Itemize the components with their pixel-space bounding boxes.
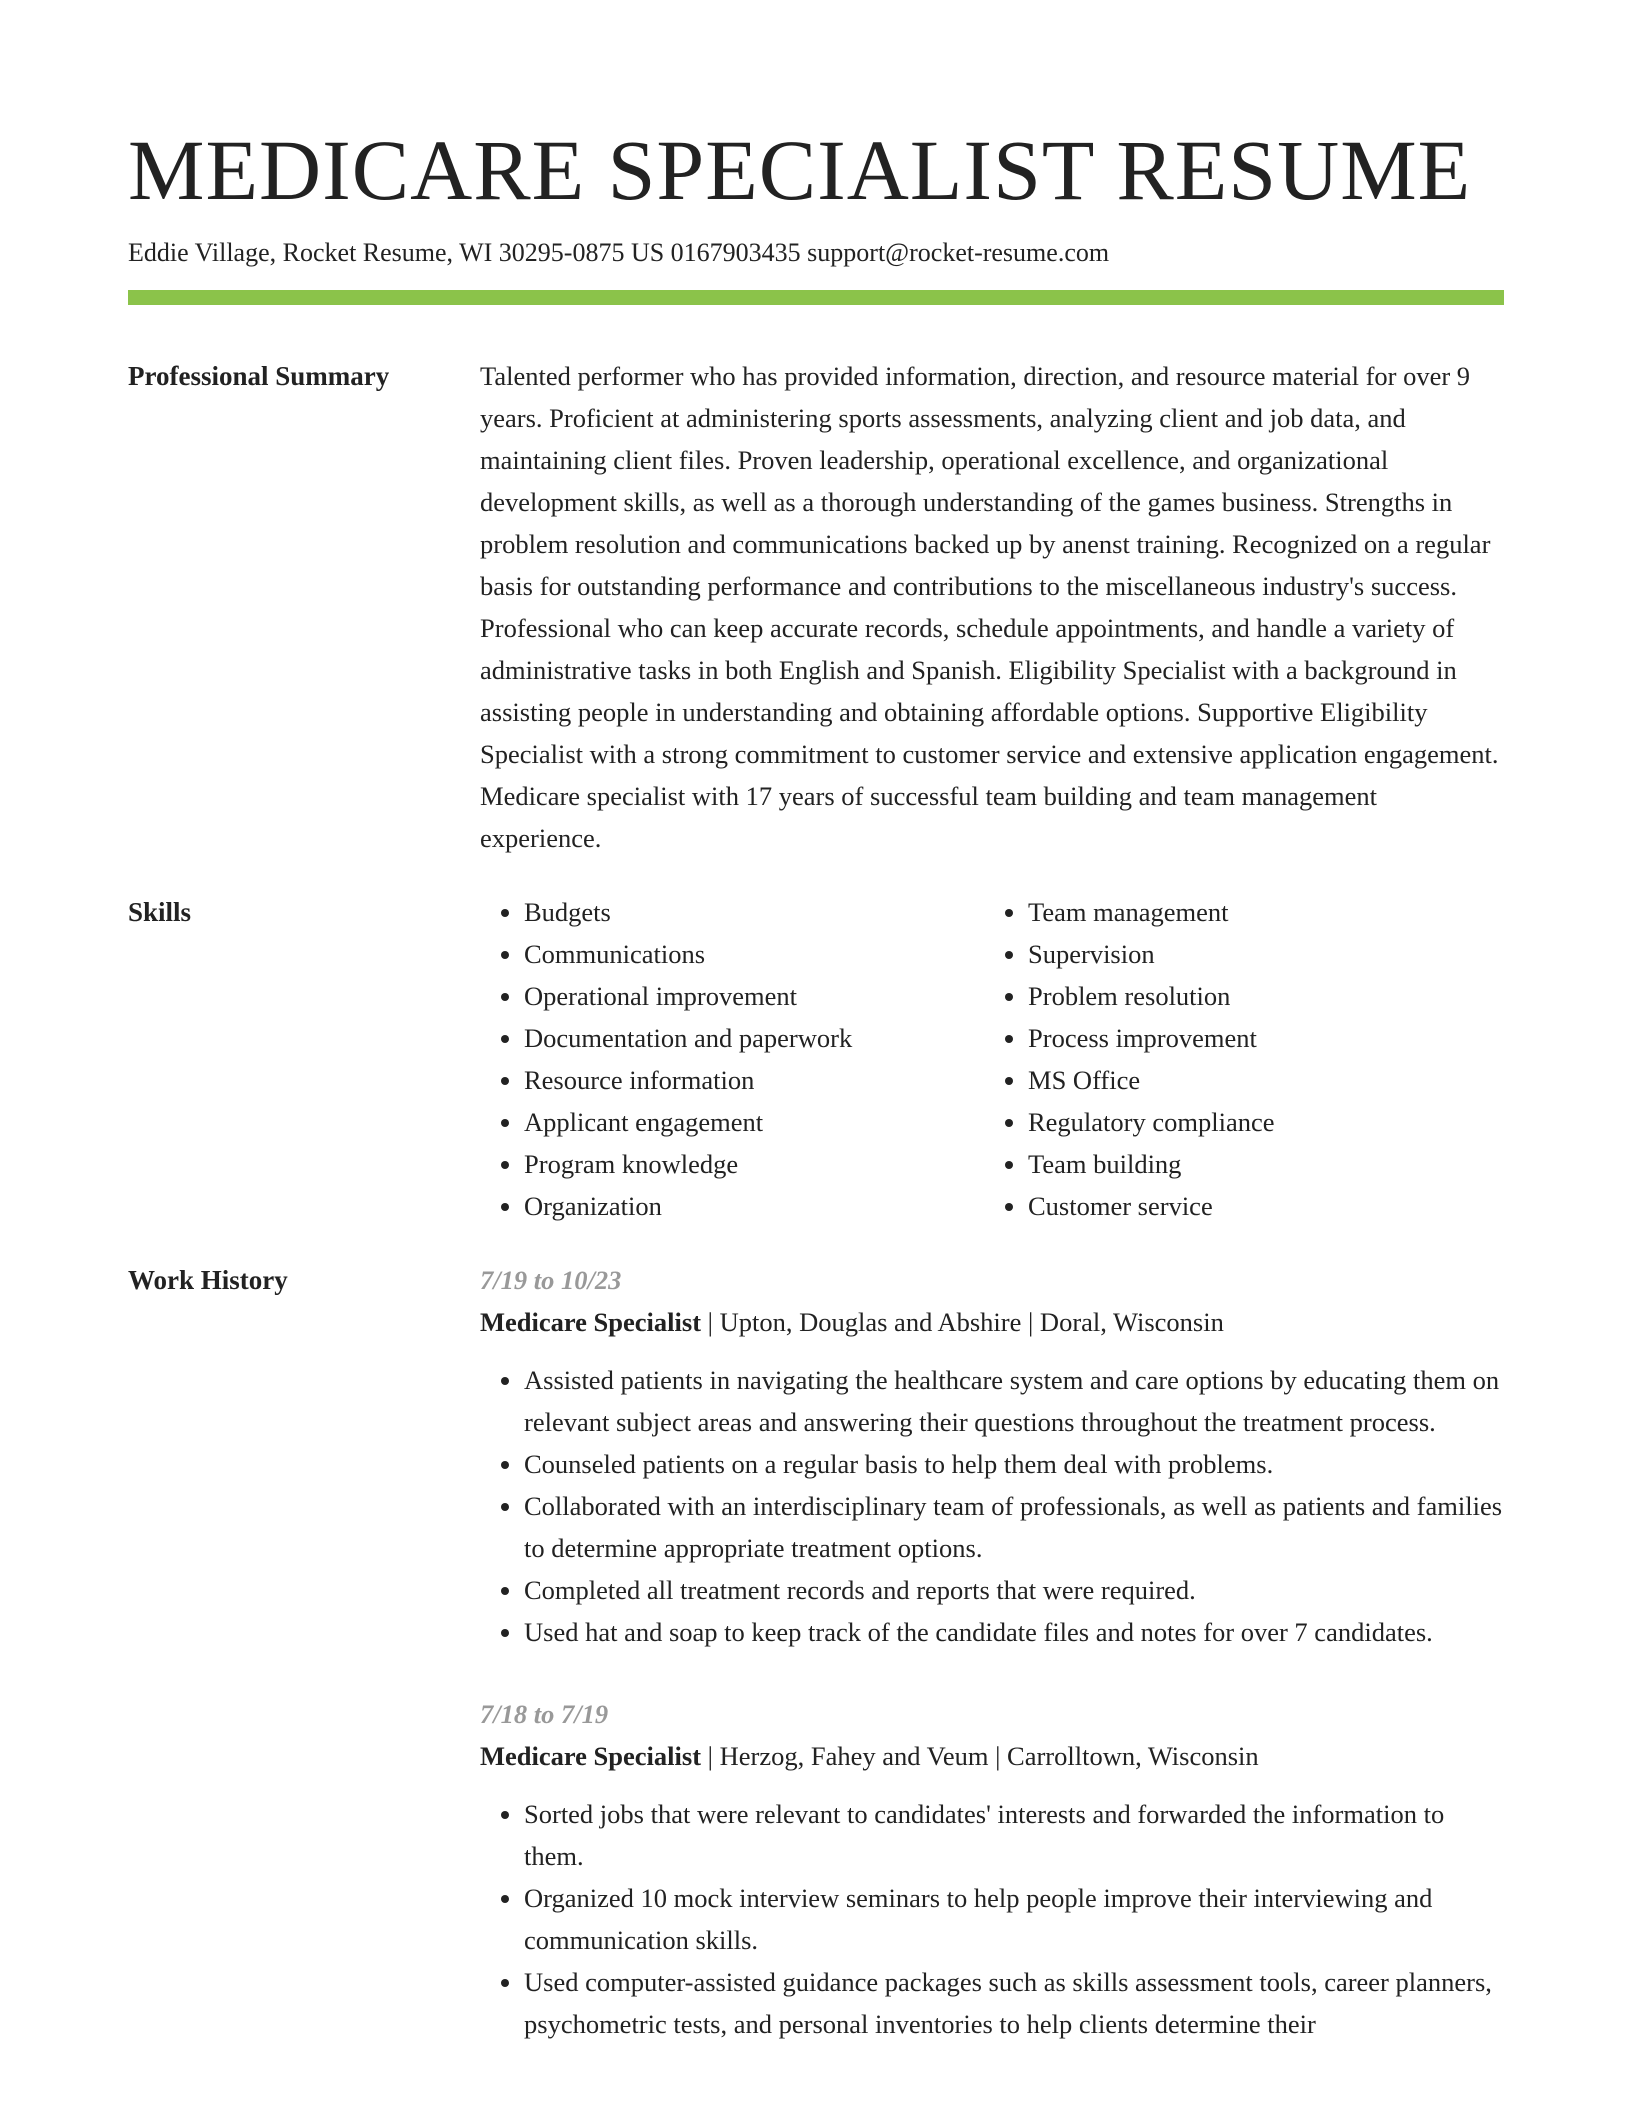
job-employer-location: | Herzog, Fahey and Veum | Carrolltown, Wisconsin (701, 1741, 1259, 1771)
skill-item: • Budgets (524, 891, 984, 933)
skill-item: • Team building (1028, 1143, 1488, 1185)
resume-page (128, 120, 1504, 2045)
job-dates: 7/19 to 10/23 (480, 1265, 622, 1295)
contact-line: Eddie Village, Rocket Resume, WI 30295-0875 US 0167903435 support@rocket-resume.com (128, 238, 1110, 267)
job-bullet: • Collaborated with an interdisciplinary team of professionals, as well as patients and families to determine appropriate treatment options. (524, 1485, 1504, 1569)
job-bullet-list (480, 1793, 1504, 2045)
skill-item: • Organization (524, 1185, 984, 1227)
skill-item: • Process improvement (1028, 1017, 1488, 1059)
skill-item: • Supervision (1028, 933, 1488, 975)
job-bullet: • Completed all treatment records and reports that were required. (524, 1569, 1504, 1611)
job-bullet: • Counseled patients on a regular basis to help them deal with problems. (524, 1443, 1504, 1485)
job-bullet: • Assisted patients in navigating the healthcare system and care options by educating them on relevant subject areas and answering their questions throughout the treatment process. (524, 1359, 1504, 1443)
skill-item: • Communications (524, 933, 984, 975)
job-header (480, 1301, 1504, 1343)
skill-item: • Documentation and paperwork (524, 1017, 984, 1059)
work-history-heading: Work History (128, 1265, 288, 1295)
job-header (480, 1735, 1504, 1777)
skill-item: • Customer service (1028, 1185, 1488, 1227)
job-title: Medicare Specialist (480, 1307, 702, 1337)
skills-list-right (984, 891, 1488, 1227)
job-bullet-list (480, 1359, 1504, 1653)
skills-heading: Skills (128, 897, 192, 927)
job-dates: 7/18 to 7/19 (480, 1699, 609, 1729)
accent-divider (128, 290, 1504, 305)
summary-section (128, 355, 1504, 859)
skill-item: • Team management (1028, 891, 1488, 933)
job-entry (480, 1693, 1504, 2045)
job-bullet: • Used computer-assisted guidance packages such as skills assessment tools, career planners, psychometric tests, and personal inventories to help clients determine their (524, 1961, 1504, 2045)
skill-item: • Program knowledge (524, 1143, 984, 1185)
job-entry (480, 1259, 1504, 1653)
skill-item: • Operational improvement (524, 975, 984, 1017)
job-bullet: • Sorted jobs that were relevant to candidates' interests and forwarded the information to them. (524, 1793, 1504, 1877)
resume-title: MEDICARE SPECIALIST RESUME (128, 122, 1472, 218)
job-title: Medicare Specialist (480, 1741, 702, 1771)
skill-item: • Regulatory compliance (1028, 1101, 1488, 1143)
skill-item: • MS Office (1028, 1059, 1488, 1101)
summary-text: Talented performer who has provided information, direction, and resource material for over 9 years. Proficient at administering sports assessments, analyzing client and job data, and maintaining client files. Proven leadership, operational excellence, and organizational development skills, as well as a thorough understanding of the games business. Strengths in problem resolution and communications backed up by anenst training. Recognized on a regular basis for outstanding performance and contributions to the miscellaneous industry's success. Professional who can keep accurate records, schedule appointments, and handle a variety of administrative tasks in both English and Spanish. Eligibility Specialist with a background in assisting people in understanding and obtaining affordable options. Supportive Eligibility Specialist with a strong commitment to customer service and extensive application engagement. Medicare specialist with 17 years of successful team building and team management experience. (480, 361, 1499, 853)
summary-heading: Professional Summary (128, 361, 390, 391)
job-bullet: • Organized 10 mock interview seminars to help people improve their interviewing and communication skills. (524, 1877, 1504, 1961)
skill-item: • Problem resolution (1028, 975, 1488, 1017)
skill-item: • Resource information (524, 1059, 984, 1101)
skill-item: • Applicant engagement (524, 1101, 984, 1143)
job-bullet: • Used hat and soap to keep track of the candidate files and notes for over 7 candidates. (524, 1611, 1504, 1653)
job-employer-location: | Upton, Douglas and Abshire | Doral, Wisconsin (701, 1307, 1224, 1337)
work-history-section (128, 1259, 1504, 2045)
skills-list-left (480, 891, 984, 1227)
skills-section (128, 891, 1504, 1227)
